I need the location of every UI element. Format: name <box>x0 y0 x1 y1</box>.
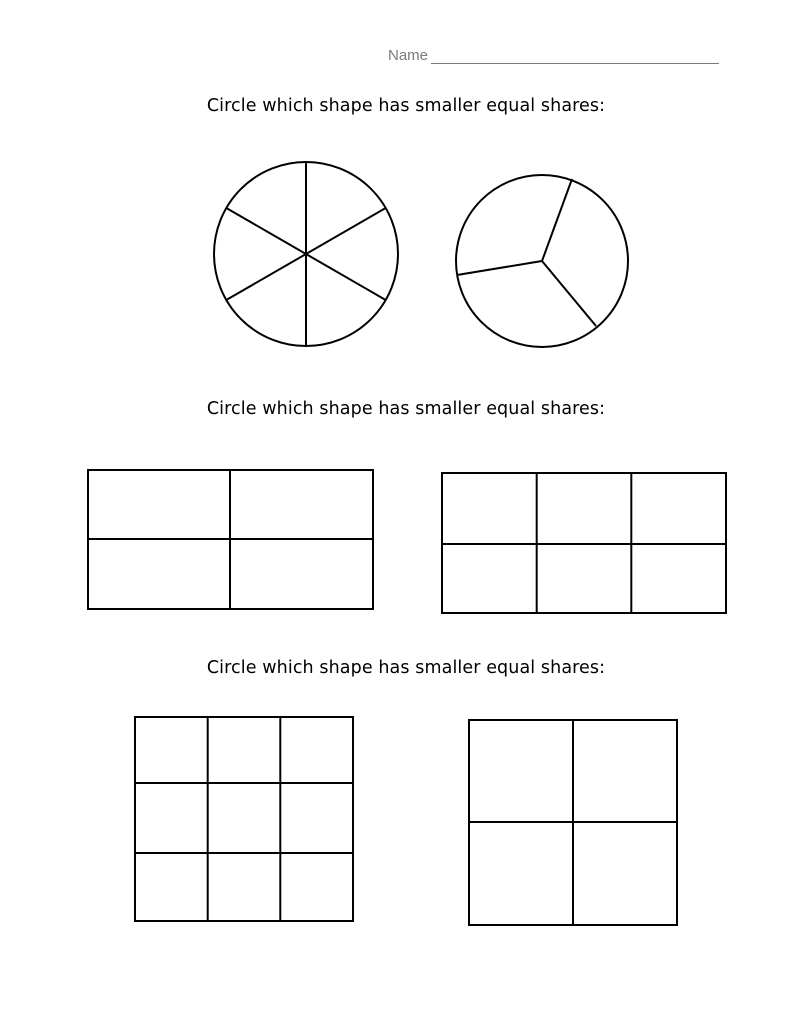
prompt-squares: Circle which shape has smaller equal shares: <box>206 658 606 678</box>
prompt-circles: Circle which shape has smaller equal shares: <box>206 96 606 116</box>
rectangle-four-parts[interactable] <box>87 469 375 612</box>
rectangle-six-parts[interactable] <box>441 472 728 616</box>
square-nine-parts[interactable] <box>134 716 355 924</box>
name-field[interactable] <box>388 47 719 64</box>
prompt-rectangles: Circle which shape has smaller equal shares: <box>206 399 606 419</box>
square-four-parts[interactable] <box>468 719 679 927</box>
name-label: Name <box>388 47 429 64</box>
name-line[interactable] <box>431 47 719 64</box>
circle-six-parts[interactable] <box>205 153 407 355</box>
circle-three-parts[interactable] <box>448 168 636 354</box>
